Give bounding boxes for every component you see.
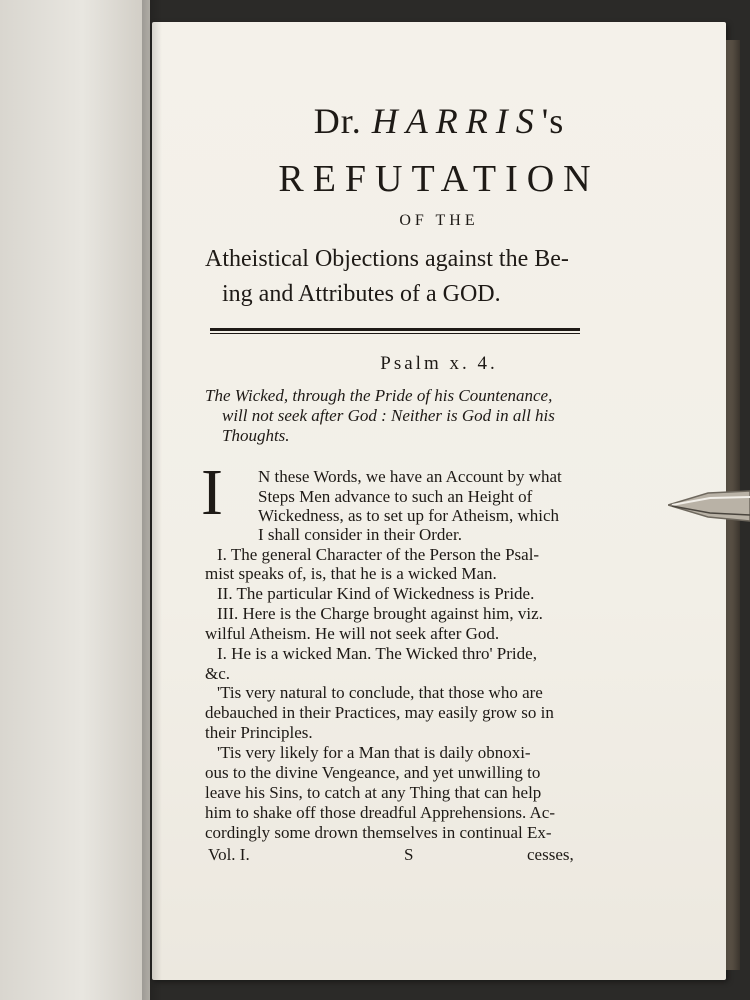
catchword: cesses, — [527, 845, 574, 864]
body-line: ous to the divine Vengeance, and yet unwilling to — [205, 763, 541, 782]
body-line: their Principles. — [205, 723, 313, 742]
title-of-the: OF THE — [399, 212, 479, 229]
verse-line: The Wicked, through the Pride of his Countenance, — [205, 386, 553, 405]
body-line: mist speaks of, is, that he is a wicked Man. — [205, 564, 497, 583]
body-line: N these Words, we have an Account by what — [258, 467, 562, 486]
body-line: I. The general Character of the Person the Psal- — [217, 545, 540, 564]
title-rule-thick — [210, 328, 580, 331]
verse-line: Thoughts. — [222, 426, 290, 445]
body-line: 'Tis very natural to conclude, that those who are — [217, 683, 543, 702]
verse-line: will not seek after God : Neither is God in all his — [222, 406, 555, 425]
body-line: wilful Atheism. He will not seek after God. — [205, 624, 500, 643]
body-line: Wickedness, as to set up for Atheism, which — [258, 506, 560, 525]
body-line: leave his Sins, to catch at any Thing that can help — [205, 783, 542, 802]
title-subject-line-1: Atheistical Objections against the Be- — [205, 246, 569, 272]
body-line: him to shake off those dreadful Apprehensions. Ac- — [205, 803, 556, 822]
title-line-1 — [152, 100, 726, 142]
title-prefix: Dr. — [313, 101, 362, 141]
body-line: debauched in their Practices, may easily grow so in — [205, 703, 554, 722]
title-rule-thin — [210, 333, 580, 334]
drop-cap: I — [201, 456, 223, 529]
body-line: 'Tis very likely for a Man that is daily obnoxi- — [217, 743, 531, 762]
body-line: Steps Men advance to such an Height of — [258, 487, 533, 506]
title-suffix: 's — [541, 101, 565, 141]
title-subject-line-2: ing and Attributes of a GOD. — [222, 281, 501, 307]
pointer-tool-icon — [668, 487, 750, 527]
facing-page — [0, 0, 150, 1000]
signature-mark: S — [404, 845, 414, 864]
gutter-shadow — [142, 0, 162, 1000]
body-line: cordingly some drown themselves in continual Ex- — [205, 823, 552, 842]
title-name: HARRIS — [371, 101, 542, 141]
title-refutation: REFUTATION — [278, 158, 600, 200]
body-line: III. Here is the Charge brought against him, viz. — [217, 604, 543, 623]
volume-signature: Vol. I. — [208, 845, 250, 864]
psalm-heading: Psalm x. 4. — [380, 353, 498, 374]
body-line: I shall consider in their Order. — [258, 525, 462, 544]
body-line: I. He is a wicked Man. The Wicked thro' Pride, — [217, 644, 537, 663]
body-line: &c. — [205, 664, 231, 683]
body-line: II. The particular Kind of Wickedness is Pride. — [217, 584, 535, 603]
